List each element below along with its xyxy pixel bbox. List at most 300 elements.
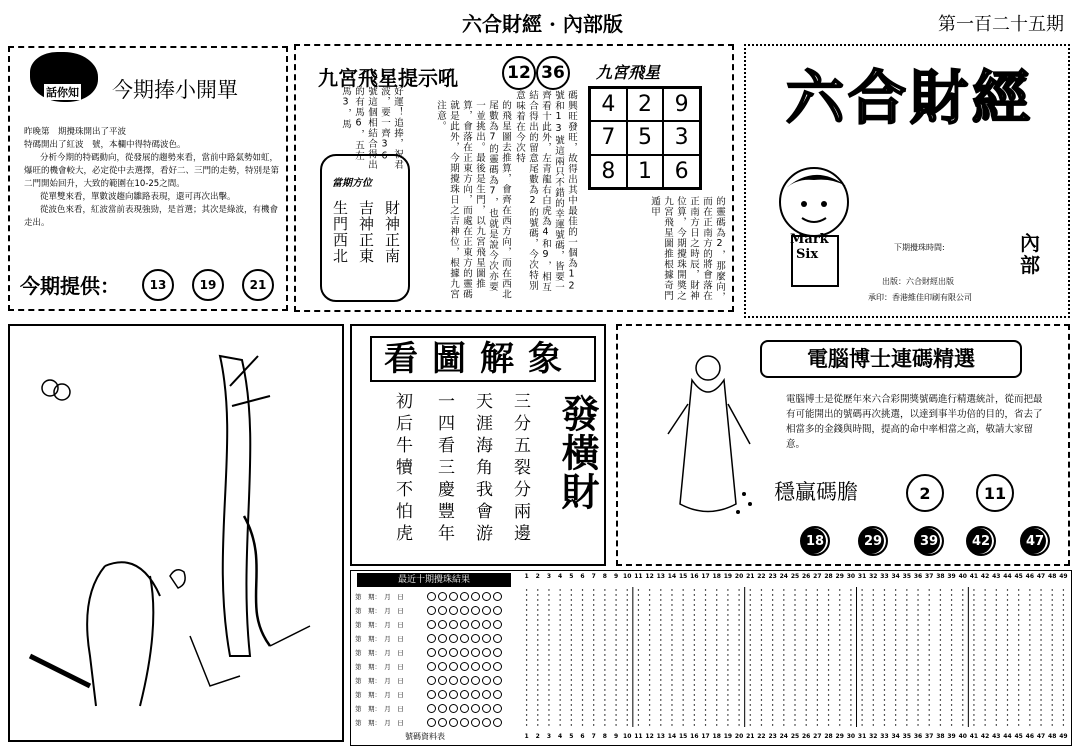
grid-dot [593, 639, 594, 640]
grid-dot [873, 594, 874, 595]
history-row [355, 687, 517, 701]
grid-dot [962, 639, 963, 640]
grid-dot [582, 669, 583, 670]
grid-dot [873, 654, 874, 655]
grid-dot [727, 599, 728, 600]
inset-box [320, 154, 410, 302]
grid-dot [649, 654, 650, 655]
grid-dot [638, 639, 639, 640]
result-circle [471, 676, 480, 685]
grid-dot [1018, 649, 1019, 650]
grid-dot [638, 704, 639, 705]
grid-dot [794, 589, 795, 590]
grid-dot [716, 694, 717, 695]
result-circle [493, 648, 502, 657]
grid-dot [660, 649, 661, 650]
grid-dot [571, 594, 572, 595]
grid-dot [593, 709, 594, 710]
grid-dot [750, 694, 751, 695]
grid-dot [817, 624, 818, 625]
grid-dot [593, 724, 594, 725]
publisher-line: 出版：六合財經出版 [882, 277, 954, 286]
grid-dot [559, 609, 560, 610]
grid-dot [615, 609, 616, 610]
grid-dot [761, 694, 762, 695]
grid-dot [571, 589, 572, 590]
grid-dot [1018, 629, 1019, 630]
result-circle [449, 592, 458, 601]
grid-dot [571, 689, 572, 690]
grid-dot [1040, 709, 1041, 710]
grid-dot [571, 614, 572, 615]
grid-dot [794, 594, 795, 595]
grid-dot [884, 619, 885, 620]
grid-dot [794, 719, 795, 720]
grid-dot [873, 704, 874, 705]
grid-dot [1052, 714, 1053, 715]
grid-dot [850, 654, 851, 655]
riddle-line: 天涯海角我會游 [472, 392, 492, 546]
number-label: 31 [857, 573, 867, 580]
grid-dot [660, 674, 661, 675]
grid-dot [850, 609, 851, 610]
grid-dot [794, 674, 795, 675]
grid-dot [839, 634, 840, 635]
lucky-ball: 2 [906, 474, 944, 512]
grid-dot [1029, 594, 1030, 595]
grid-dot [850, 594, 851, 595]
grid-dot [984, 679, 985, 680]
grid-dot [716, 709, 717, 710]
grid-dot [917, 659, 918, 660]
number-label: 16 [690, 573, 699, 580]
grid-dot [649, 679, 650, 680]
grid-dot [839, 639, 840, 640]
grid-dot [526, 654, 527, 655]
grid-dot [727, 699, 728, 700]
grid-dot [828, 694, 829, 695]
grid-dot [627, 659, 628, 660]
riddle-illustration [10, 326, 342, 740]
grid-dot [861, 704, 862, 705]
grid-dot [783, 654, 784, 655]
grid-dot [1007, 694, 1008, 695]
grid-dot [682, 674, 683, 675]
grid-dot [772, 644, 773, 645]
result-circle [482, 718, 491, 727]
grid-dot [794, 664, 795, 665]
history-row [355, 701, 517, 715]
grid-dot [817, 714, 818, 715]
doctor-panel [616, 324, 1070, 566]
grid-dot [996, 649, 997, 650]
grid-dot [1007, 699, 1008, 700]
grid-dot [1052, 644, 1053, 645]
number-label: 31 [857, 733, 867, 740]
history-rows [355, 589, 517, 729]
grid-dot [593, 689, 594, 690]
grid-cell: 3 [663, 121, 700, 154]
grid-dot [828, 589, 829, 590]
grid-dot [694, 644, 695, 645]
grid-dot [593, 609, 594, 610]
number-label: 17 [701, 733, 710, 740]
history-row [355, 715, 517, 729]
grid-dot [917, 679, 918, 680]
grid-dot [805, 659, 806, 660]
grid-dot [705, 719, 706, 720]
grid-dot [884, 719, 885, 720]
grid-dot [1018, 709, 1019, 710]
grid-dot [750, 714, 751, 715]
grid-dot [571, 659, 572, 660]
grid-dot [716, 704, 717, 705]
grid-dot [548, 654, 549, 655]
riddle-big-chars: 發橫財 [555, 394, 599, 511]
grid-dot [738, 644, 739, 645]
grid-dot [694, 659, 695, 660]
grid-dot [526, 604, 527, 605]
grid-dot [996, 659, 997, 660]
grid-dot [604, 654, 605, 655]
grid-dot [962, 619, 963, 620]
grid-dot [582, 699, 583, 700]
grid-dot [917, 664, 918, 665]
chat-badge: 話你知 [46, 86, 79, 99]
grid-dot [884, 629, 885, 630]
grid-dot [761, 609, 762, 610]
grid-dot [850, 709, 851, 710]
grid-dot [615, 709, 616, 710]
grid-dot [973, 664, 974, 665]
grid-dot [571, 604, 572, 605]
grid-dot [984, 719, 985, 720]
number-label: 20 [734, 573, 744, 580]
grid-dot [794, 619, 795, 620]
grid-dot [694, 679, 695, 680]
grid-dot [929, 614, 930, 615]
grid-dot [593, 714, 594, 715]
grid-dot [839, 614, 840, 615]
grid-dot [850, 619, 851, 620]
grid-dot [738, 604, 739, 605]
grid-dot [660, 694, 661, 695]
grid-dot [973, 609, 974, 610]
result-circle [449, 704, 458, 713]
grid-dot [884, 644, 885, 645]
chat-panel [8, 46, 288, 311]
grid-dot [671, 644, 672, 645]
grid-dot [649, 594, 650, 595]
number-label: 46 [1025, 573, 1035, 580]
grid-dot [772, 654, 773, 655]
number-label: 24 [779, 573, 788, 580]
grid-dot [817, 639, 818, 640]
grid-dot [951, 619, 952, 620]
grid-dot [627, 619, 628, 620]
grid-dot [548, 664, 549, 665]
grid-dot [604, 629, 605, 630]
grid-dot [750, 659, 751, 660]
grid-cell: 1 [627, 155, 664, 188]
grid-dot [526, 649, 527, 650]
grid-dot [984, 594, 985, 595]
result-circle [427, 690, 436, 699]
grid-dot [895, 604, 896, 605]
grid-dot [615, 644, 616, 645]
grid-dot [817, 634, 818, 635]
grid-dot [861, 644, 862, 645]
grid-dot [973, 674, 974, 675]
grid-dot [694, 589, 695, 590]
grid-dot [839, 689, 840, 690]
grid-dot [694, 654, 695, 655]
grid-dot [873, 709, 874, 710]
grid-dot [716, 624, 717, 625]
grid-dot [716, 619, 717, 620]
lucky-label: 穩贏碼膽 [774, 480, 858, 504]
grid-dot [1063, 724, 1064, 725]
result-circle [427, 620, 436, 629]
grid-dot [627, 644, 628, 645]
grid-dot [1052, 724, 1053, 725]
result-circle [482, 662, 491, 671]
grid-dot [660, 689, 661, 690]
grid-dot [750, 619, 751, 620]
grid-dot [750, 599, 751, 600]
result-circle [438, 648, 447, 657]
grid-dot [929, 689, 930, 690]
grid-dot [783, 649, 784, 650]
column-text-left: 好運！追捧，祝君波，要一齊36號這個相結合得出的有馬6，五左馬3，馬 [340, 86, 403, 170]
number-label: 46 [1025, 733, 1035, 740]
grid-dot [772, 614, 773, 615]
grid-dot [839, 719, 840, 720]
result-circle [427, 634, 436, 643]
grid-dot [682, 589, 683, 590]
grid-dot [861, 599, 862, 600]
number-label: 40 [958, 733, 967, 740]
number-label: 26 [801, 573, 811, 580]
result-circle [471, 690, 480, 699]
grid-dot [682, 629, 683, 630]
grid-dot [1040, 719, 1041, 720]
grid-dot [627, 694, 628, 695]
grid-dot [671, 589, 672, 590]
grid-dot [895, 629, 896, 630]
grid-dot [716, 674, 717, 675]
grid-dot [962, 719, 963, 720]
grid-dot [671, 649, 672, 650]
grid-dot [526, 659, 527, 660]
grid-dot [750, 589, 751, 590]
grid-dot [682, 609, 683, 610]
grid-dot [962, 594, 963, 595]
grid-dot [604, 724, 605, 725]
grid-dot [984, 659, 985, 660]
grid-dot [884, 659, 885, 660]
grid-dot [1029, 664, 1030, 665]
grid-dot [962, 704, 963, 705]
grid-dot [526, 719, 527, 720]
grid-dot [1052, 664, 1053, 665]
number-label: 33 [880, 573, 889, 580]
number-label: 21 [746, 573, 755, 580]
grid-dot [817, 684, 818, 685]
chat-paragraph: 昨晚第 期攪珠開出了平波 [24, 127, 127, 137]
grid-dot [1018, 619, 1019, 620]
grid-dot [1063, 649, 1064, 650]
result-circle [482, 606, 491, 615]
grid-dot [727, 679, 728, 680]
grid-dot [1040, 674, 1041, 675]
doctor-title: 電腦博士連碼精選 [760, 340, 1022, 378]
grid-dot [582, 624, 583, 625]
grid-dot [705, 659, 706, 660]
brand-panel [744, 44, 1070, 318]
grid-dot [895, 679, 896, 680]
grid-dot [1040, 724, 1041, 725]
grid-dot [917, 594, 918, 595]
grid-dot [984, 669, 985, 670]
grid-dot [582, 629, 583, 630]
number-label: 14 [667, 573, 677, 580]
grid-dot [660, 699, 661, 700]
grid-dot [1029, 699, 1030, 700]
result-circle [493, 704, 502, 713]
grid-dot [548, 689, 549, 690]
number-label: 11 [634, 733, 643, 740]
number-label: 43 [992, 733, 1001, 740]
grid-dot [638, 714, 639, 715]
grid-dot [1052, 654, 1053, 655]
grid-dot [940, 679, 941, 680]
grid-dot [761, 669, 762, 670]
grid-dot [917, 704, 918, 705]
grid-dot [906, 709, 907, 710]
grid-dot [984, 654, 985, 655]
number-label: 44 [1003, 573, 1012, 580]
grid-dot [615, 684, 616, 685]
grid-dot [671, 694, 672, 695]
chat-body [24, 126, 280, 230]
grid-dot [1018, 674, 1019, 675]
grid-dot [951, 594, 952, 595]
result-circle [493, 634, 502, 643]
grid-dot [984, 724, 985, 725]
number-label: 7 [591, 733, 596, 740]
grid-dot [727, 644, 728, 645]
grid-dot [828, 619, 829, 620]
number-ball: 29 [858, 526, 888, 556]
grid-dot [604, 704, 605, 705]
grid-dot [671, 689, 672, 690]
grid-dot [750, 634, 751, 635]
grid-dot [705, 649, 706, 650]
grid-dot [984, 624, 985, 625]
grid-dot [973, 599, 974, 600]
grid-dot [861, 679, 862, 680]
grid-dot [750, 709, 751, 710]
grid-dot [772, 709, 773, 710]
grid-dot [850, 669, 851, 670]
grid-dot [738, 684, 739, 685]
grid-dot [1063, 594, 1064, 595]
grid-dot [705, 674, 706, 675]
grid-dot [649, 664, 650, 665]
grid-dot [705, 694, 706, 695]
history-row-label: 第 期： 月 日 [355, 606, 404, 615]
grid-dot [1007, 654, 1008, 655]
grid-dot [828, 654, 829, 655]
result-circle [482, 592, 491, 601]
grid-dot [559, 599, 560, 600]
grid-dot [951, 684, 952, 685]
grid-dot [873, 694, 874, 695]
grid-dot [638, 589, 639, 590]
grid-dot [839, 724, 840, 725]
grid-dot [548, 634, 549, 635]
grid-dot [861, 594, 862, 595]
grid-dot [1007, 679, 1008, 680]
grid-dot [962, 589, 963, 590]
illustration-panel [8, 324, 344, 742]
grid-dot [627, 599, 628, 600]
grid-dot [962, 614, 963, 615]
grid-dot [817, 599, 818, 600]
grid-dot [1040, 589, 1041, 590]
grid-dot [817, 654, 818, 655]
grid-dot [884, 669, 885, 670]
grid-dot [884, 724, 885, 725]
grid-dot [996, 599, 997, 600]
grid-dot [783, 594, 784, 595]
grid-dot [660, 704, 661, 705]
grid-dot [805, 639, 806, 640]
grid-dot [1018, 639, 1019, 640]
grid-dot [861, 689, 862, 690]
grid-dot [962, 724, 963, 725]
grid-dot [783, 659, 784, 660]
grid-dot [805, 689, 806, 690]
grid-dot [727, 629, 728, 630]
grid-dot [1063, 704, 1064, 705]
grid-dot [917, 669, 918, 670]
grid-dot [548, 644, 549, 645]
grid-dot [850, 689, 851, 690]
grid-dot [1029, 659, 1030, 660]
grid-dot [571, 599, 572, 600]
grid-dot [559, 639, 560, 640]
grid-dot [873, 684, 874, 685]
grid-dot [962, 689, 963, 690]
grid-dot [929, 694, 930, 695]
grid-dot [615, 594, 616, 595]
flying-star-grid [588, 86, 702, 190]
grid-dot [727, 614, 728, 615]
grid-dot [984, 619, 985, 620]
grid-dot [940, 704, 941, 705]
grid-dot [906, 719, 907, 720]
grid-dot [772, 634, 773, 635]
result-circle [427, 648, 436, 657]
grid-dot [973, 634, 974, 635]
number-header [521, 573, 1069, 583]
grid-dot [604, 634, 605, 635]
result-circle [493, 592, 502, 601]
grid-dot [940, 674, 941, 675]
grid-dot [582, 659, 583, 660]
